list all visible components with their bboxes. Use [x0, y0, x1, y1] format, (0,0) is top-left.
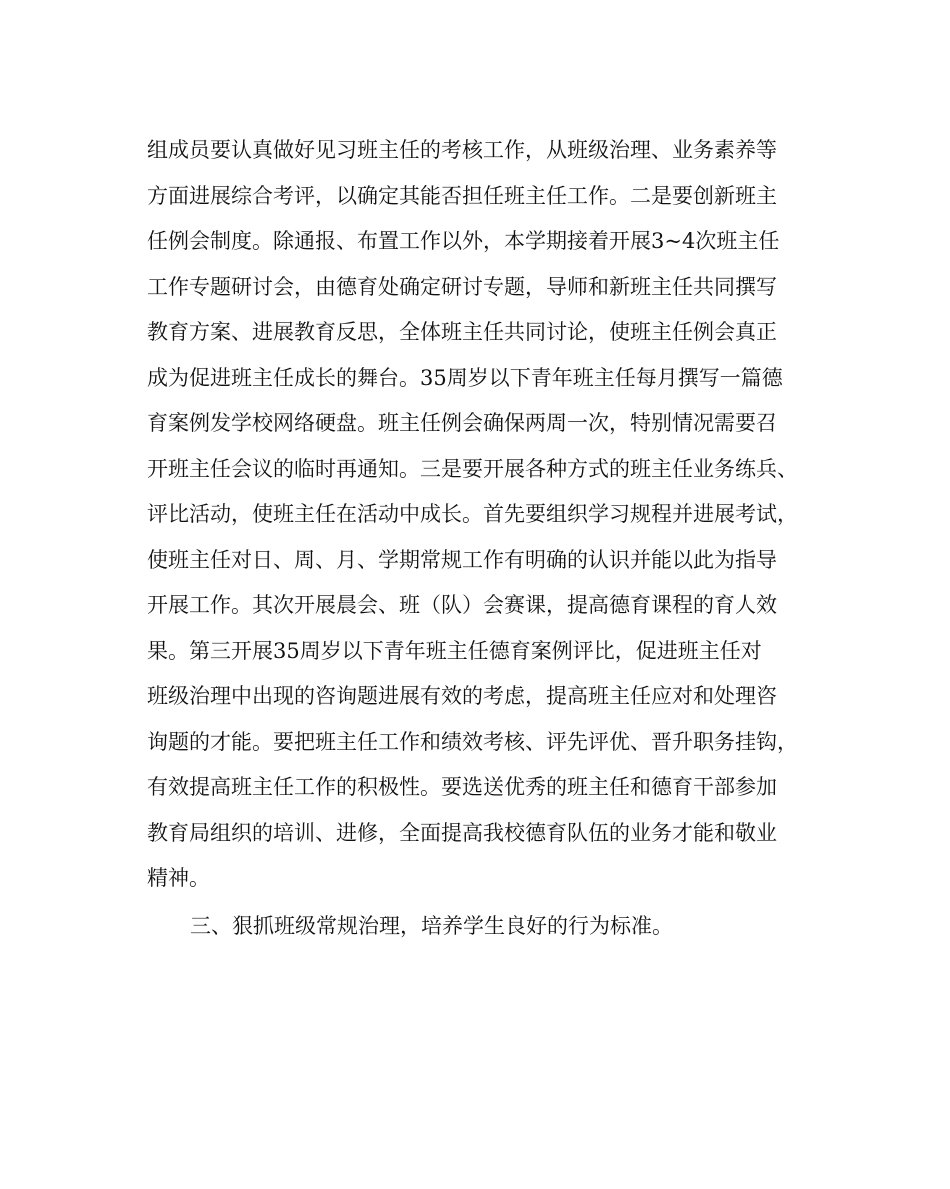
paragraph-line: 有效提高班主任工作的积极性。要选送优秀的班主任和德育干部参加 [147, 775, 777, 799]
section-heading: 三、狠抓班级常规治理，培养学生良好的行为标准。 [190, 913, 673, 938]
paragraph-line: 开班主任会议的临时再通知。三是要开展各种方式的班主任业务练兵、 [147, 456, 798, 481]
paragraph-line: 评比活动，使班主任在活动中成长。首先要组织学习规程并进展考试， [147, 502, 798, 526]
paragraph-line: 教育方案、进展教育反思，全体班主任共同讨论，使班主任例会真正 [147, 320, 777, 344]
paragraph-line: 精神。 [147, 866, 210, 890]
paragraph-line: 工作专题研讨会，由德育处确定研讨专题，导师和新班主任共同撰写 [147, 274, 777, 299]
paragraph-line: 成为促进班主任成长的舞台。35周岁以下青年班主任每月撰写一篇德 [147, 365, 783, 390]
paragraph-line: 育案例发学校网络硬盘。班主任例会确保两周一次，特别情况需要召 [147, 411, 777, 435]
paragraph-line: 组成员要认真做好见习班主任的考核工作，从班级治理、业务素养等 [147, 138, 777, 162]
paragraph-line: 果。第三开展35周岁以下青年班主任德育案例评比，促进班主任对 [147, 638, 762, 663]
paragraph-line: 班级治理中出现的咨询题进展有效的考虑，提高班主任应对和处理咨 [147, 684, 777, 708]
paragraph-line: 使班主任对日、周、月、学期常规工作有明确的认识并能以此为指导 [147, 547, 777, 572]
paragraph-line: 开展工作。其次开展晨会、班（队）会赛课，提高德育课程的育人效 [147, 593, 777, 617]
document-body [147, 128, 827, 949]
paragraph-line: 方面进展综合考评，以确定其能否担任班主任工作。二是要创新班主 [147, 183, 777, 208]
paragraph-line: 任例会制度。除通报、布置工作以外，本学期接着开展3~4次班主任 [147, 229, 780, 253]
paragraph-line: 询题的才能。要把班主任工作和绩效考核、评先评优、晋升职务挂钩， [147, 729, 798, 754]
paragraph-line: 教育局组织的培训、进修，全面提高我校德育队伍的业务才能和敬业 [147, 820, 777, 845]
